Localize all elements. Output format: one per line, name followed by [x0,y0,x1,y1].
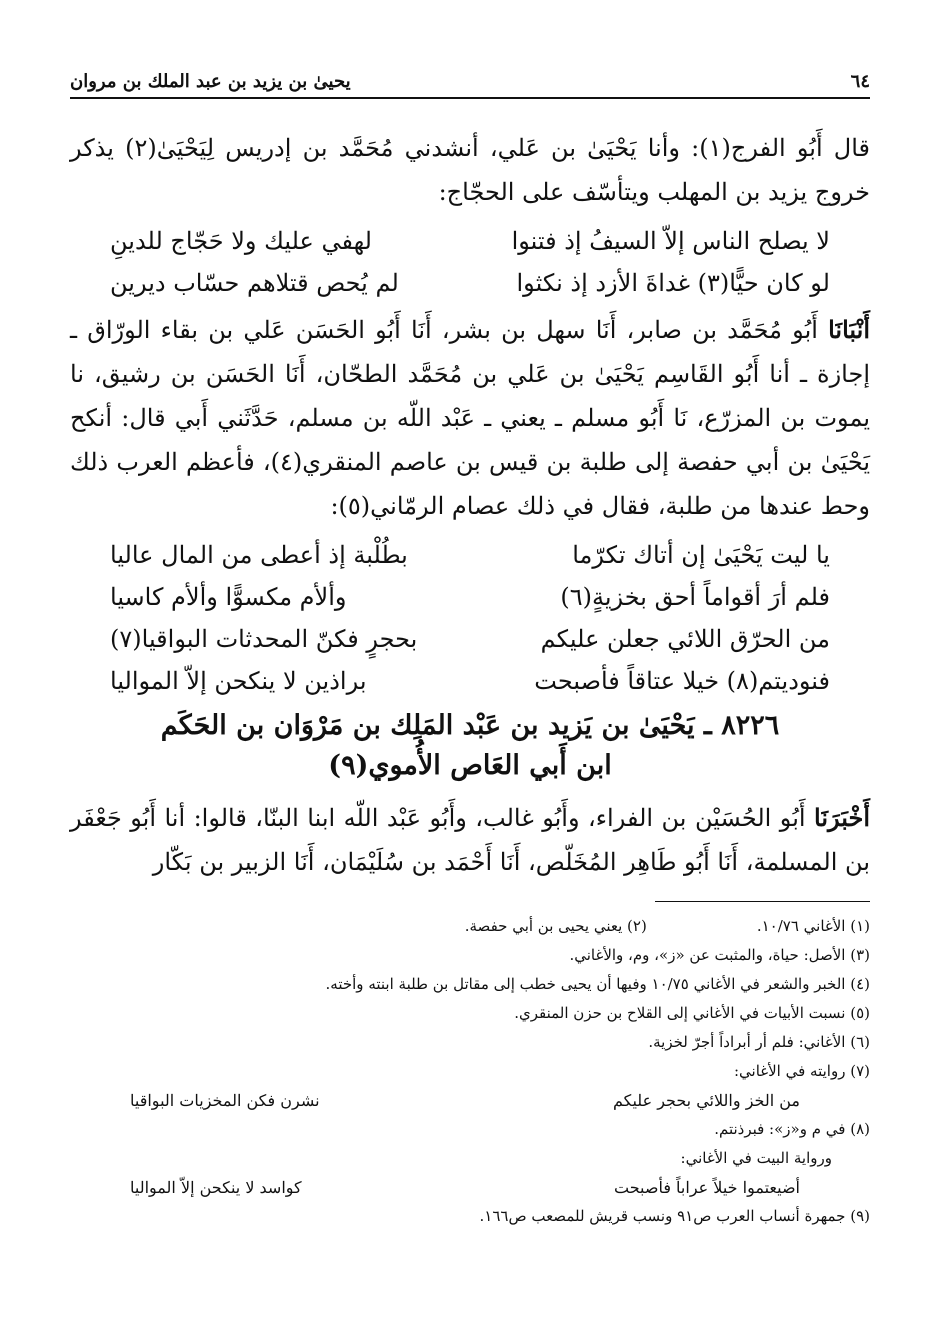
footnote-4: (٤) الخبر والشعر في الأغاني ١٠/٧٥ وفيها أن يحيى خطب إلى مقاتل بن طلبة ابنته وأخته. [325,975,870,993]
footnote-row [70,999,870,1028]
footnote-row [70,1057,870,1086]
poem-2 [70,534,870,702]
verse-line [70,618,870,660]
footnote-2: (٢) يعني يحيى بن أبي حفصة. [464,917,647,935]
verse-second-hemistich: بحجرٍ فكنّ المحدثات البواقيا(٧) [110,625,418,653]
verse-line [70,262,870,304]
verse-second-hemistich: كواسد لا ينكحن إلاّ المواليا [130,1178,302,1197]
verse-line [70,660,870,702]
transmission-lead-word: أَخْبَرَنَا [814,803,870,832]
footnote-8-note: ورواية البيت في الأغاني: [680,1149,832,1167]
footnote-6: (٦) الأغاني: فلم أر أبراداً أجرّ لخزية. [648,1033,870,1051]
verse-first-hemistich: لو كان حيًّا(٣) غداةَ الأزد إذ نكثوا [516,269,830,297]
paragraph-2-text: أَبُو مُحَمَّد بن صابر، أَنَا سهل بن بشر، أَنَا أَبُو الحَسَن عَلي بن بقاء الورّاق ـ إجازة ـ أنا أَبُو القَاسِم يَحْيَىٰ بن عَلي بن مُحَمَّد الطحّان، أَنَا الحَسَن بن رشيق، نا يموت بن المزرّع، نَا أَبُو مسلم ـ يعني ـ عَبْد اللّه بن مسلم، حَدَّثَني أَبي قال: أنكح يَحْيَىٰ بن أبي حفصة إلى طلبة بن قيس بن عاصم المنقري(٤)، فأعظم العرب ذلك وحط عندها من طلبة، فقال في ذلك عصام الرمّاني(٥): [70,316,870,520]
main-text [70,126,870,884]
paragraph-2 [70,308,870,528]
footnote-7: (٧) روايته في الأغاني: [733,1062,870,1080]
footnotes [70,912,870,1231]
footnote-verse [70,1086,870,1115]
poem-1 [70,220,870,304]
footnote-row [70,970,870,999]
paragraph-3 [70,796,870,884]
verse-line [70,534,870,576]
verse-second-hemistich: لهفي عليك ولا حَجّاج للدينِ [110,227,372,255]
paragraph-3-text: أَبُو الحُسَيْن بن الفراء، وأَبُو غالب، وأَبُو عَبْد اللّه ابنا البنّا، قالوا: أنا أَبُو جَعْفَر بن المسلمة، أَنَا أَبُو طَاهِر المُخَلّص، أَنَا أَحْمَد بن سُلَيْمَان، أَنَا الزبير بن بَكّار [70,804,870,876]
footnote-verse [70,1173,870,1202]
verse-first-hemistich: من الخز واللائي بحجر عليكم [612,1091,800,1110]
verse-second-hemistich: براذين لا ينكحن إلاّ المواليا [110,667,367,695]
footnote-rule [655,901,870,902]
footnote-row [70,1028,870,1057]
verse-second-hemistich: بطُلْبة إذ أعطى من المال عاليا [110,541,408,569]
entry-title [70,706,870,786]
page-header [70,58,870,92]
page-number: ٦٤ [850,71,870,92]
verse-second-hemistich: وألأم مكسوًّا وألأم كاسيا [110,583,347,611]
verse-second-hemistich: نشرن فكن المخزيات البواقيا [130,1091,320,1110]
footnote-row [70,941,870,970]
entry-title-line-2: ابن أَبي العَاص الأُموي(٩) [328,750,612,781]
entry-title-line-1: ٨٢٢٦ ـ يَحْيَىٰ بن يَزيد بن عَبْد المَلِك بن مَرْوَان بن الحَكَم [160,710,780,741]
footnote-row [70,912,870,941]
footnote-row [70,1144,870,1173]
footnote-row [70,1115,870,1144]
verse-line [70,220,870,262]
paragraph-1: قال أَبُو الفرج(١): وأنا يَحْيَىٰ بن عَلي، أنشدني مُحَمَّد بن إدريس لِيَحْيَىٰ(٢) يذكر خروج يزيد بن المهلب ويتأسّف على الحجّاج: [70,134,871,206]
running-title: يحيىٰ بن يزيد بن عبد الملك بن مروان [70,71,351,92]
verse-first-hemistich: فلم أرَ أقواماً أحق بخزيةٍ(٦) [560,583,830,611]
footnote-5: (٥) نسبت الأبيات في الأغاني إلى القلاح بن حزن المنقري. [514,1004,870,1022]
footnote-9: (٩) جمهرة أنساب العرب ص٩١ ونسب قريش للمصعب ص١٦٦. [479,1207,870,1225]
header-rule [70,97,870,99]
footnote-8: (٨) في م و«ز»: فبرذنتم. [714,1120,870,1138]
verse-second-hemistich: لم يُحص قتلاهم حسّاب ديرين [110,269,399,297]
verse-first-hemistich: لا يصلح الناس إلاّ السيفُ إذ فتنوا [511,227,830,255]
transmission-lead-word: أَنْبَانَا [828,315,870,344]
verse-first-hemistich: أضيعتموا خيلاً عراباً فأصبحت [613,1178,800,1197]
footnote-3: (٣) الأصل: حياة، والمثبت عن «ز»، وم، والأغاني. [569,946,870,964]
footnote-1: (١) الأغاني ١٠/٧٦. [756,917,870,935]
verse-first-hemistich: من الحرّق اللائي جعلن عليكم [540,625,830,653]
verse-first-hemistich: فنوديتم(٨) خيلا عتاقاً فأصبحت [534,667,830,695]
verse-line [70,576,870,618]
verse-first-hemistich: يا ليت يَحْيَىٰ إن أتاك تكرّما [572,541,830,569]
footnote-row [70,1202,870,1231]
